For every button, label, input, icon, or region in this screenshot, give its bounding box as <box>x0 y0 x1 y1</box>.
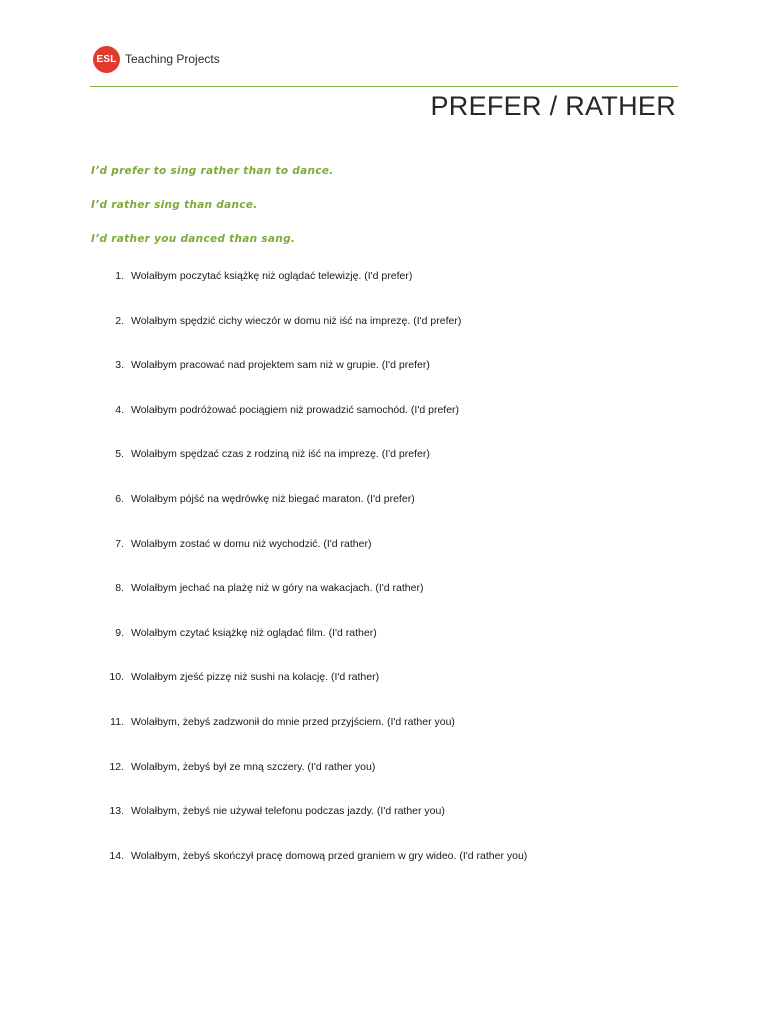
exercise-item <box>100 491 527 536</box>
exercise-item <box>100 357 527 402</box>
exercise-item <box>100 580 527 625</box>
exercise-number: 8. <box>115 582 124 595</box>
exercise-number: 2. <box>115 314 124 327</box>
exercise-number: 12. <box>109 760 124 773</box>
exercise-text: Wolałbym podróżować pociągiem niż prowadzić samochód. (I'd prefer) <box>131 403 460 416</box>
exercise-text: Wolałbym czytać książkę niż oglądać film. (I'd rather) <box>131 626 377 639</box>
exercise-number: 3. <box>115 359 124 372</box>
exercise-item <box>100 714 527 759</box>
exercise-item <box>100 759 527 804</box>
exercise-item <box>100 402 527 447</box>
exercise-text: Wolałbym poczytać książkę niż oglądać telewizję. (I'd prefer) <box>131 270 413 282</box>
exercise-text: Wolałbym, żebyś był ze mną szczery. (I'd rather you) <box>131 760 376 773</box>
exercise-number: 9. <box>115 626 124 639</box>
exercise-number: 5. <box>115 448 124 461</box>
exercise-item <box>100 669 527 714</box>
header-divider <box>90 86 678 87</box>
exercise-item <box>100 446 527 491</box>
logo-text: Teaching Projects <box>125 52 220 66</box>
exercise-number: 11. <box>110 715 124 728</box>
exercise-text: Wolałbym spędzić cichy wieczór w domu niż iść na imprezę. (I'd prefer) <box>131 314 462 327</box>
exercise-item <box>100 848 527 893</box>
exercise-text: Wolałbym, żebyś nie używał telefonu podczas jazdy. (I'd rather you) <box>131 805 445 818</box>
exercise-number: 6. <box>115 492 124 505</box>
exercise-text: Wolałbym spędzać czas z rodziną niż iść na imprezę. (I'd prefer) <box>131 448 430 461</box>
exercise-text: Wolałbym zjeść pizzę niż sushi na kolację. (I'd rather) <box>131 671 380 684</box>
exercise-text: Wolałbym, żebyś zadzwonił do mnie przed przyjściem. (I'd rather you) <box>131 715 455 728</box>
logo-badge: ESL <box>93 46 120 73</box>
exercise-number: 7. <box>115 537 124 550</box>
exercise-number: 14. <box>109 849 124 862</box>
exercise-number: 1. <box>115 270 124 282</box>
exercise-item <box>100 536 527 581</box>
exercise-number: 10. <box>109 671 124 684</box>
exercise-item <box>100 268 527 313</box>
logo <box>93 45 220 73</box>
page-title: PREFER / RATHER <box>430 91 676 121</box>
example-sentence: I’d rather sing than dance. <box>91 199 258 211</box>
exercise-item <box>100 313 527 358</box>
exercise-number: 4. <box>115 403 124 416</box>
exercise-item <box>100 625 527 670</box>
exercise-list <box>100 268 527 892</box>
exercise-item <box>100 803 527 848</box>
exercise-number: 13. <box>109 805 124 818</box>
example-sentence: I’d rather you danced than sang. <box>91 233 296 245</box>
exercise-text: Wolałbym zostać w domu niż wychodzić. (I'd rather) <box>131 537 372 550</box>
exercise-text: Wolałbym, żebyś skończył pracę domową przed graniem w gry wideo. (I'd rather you) <box>131 849 528 862</box>
example-sentences <box>91 163 334 265</box>
exercise-text: Wolałbym pójść na wędrówkę niż biegać maraton. (I'd prefer) <box>131 492 415 505</box>
exercise-text: Wolałbym jechać na plażę niż w góry na wakacjach. (I'd rather) <box>131 582 424 595</box>
exercise-text: Wolałbym pracować nad projektem sam niż w grupie. (I'd prefer) <box>131 359 430 372</box>
example-sentence: I’d prefer to sing rather than to dance. <box>91 165 334 177</box>
